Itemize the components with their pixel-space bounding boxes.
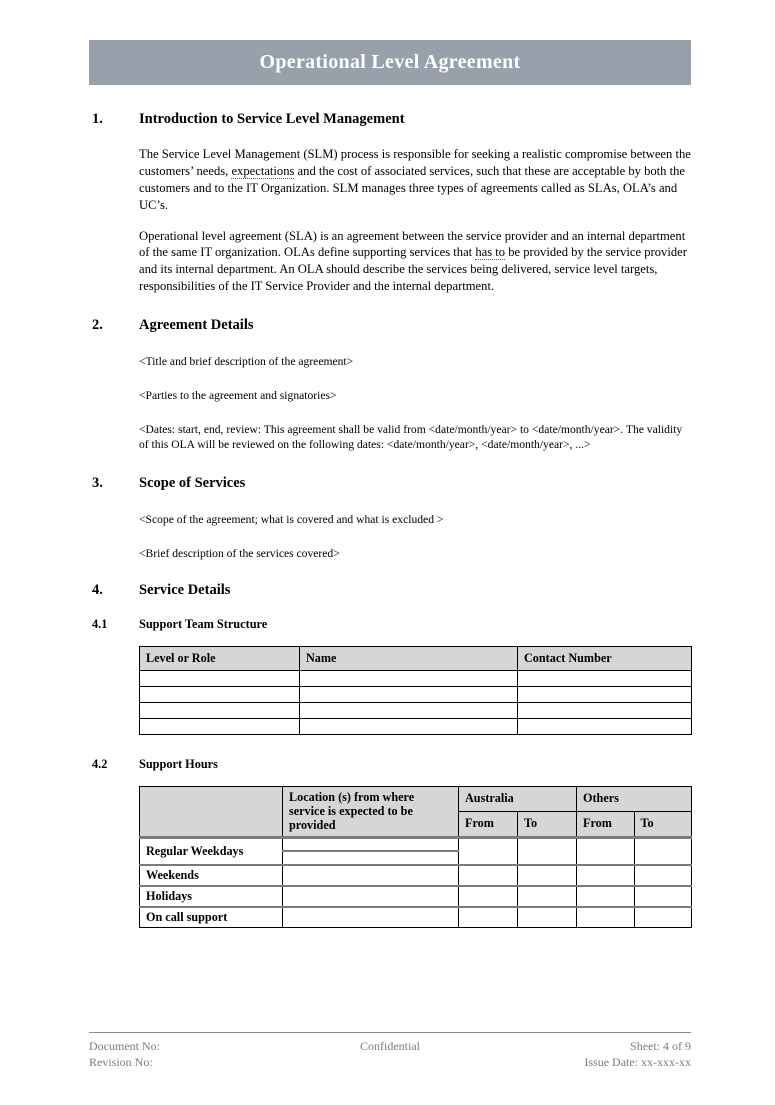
cell-name[interactable] (300, 702, 518, 718)
section-4-heading (89, 582, 691, 599)
table-row[interactable] (140, 718, 692, 734)
section-2-placeholder-parties: <Parties to the agreement and signatories> (139, 388, 337, 402)
cell-others-from-on-call-support[interactable] (577, 907, 635, 928)
cell-others-to-holidays[interactable] (634, 886, 692, 907)
section-2-placeholder-title: <Title and brief description of the agreement> (139, 355, 354, 368)
cell-others-to-regular-weekdays[interactable] (634, 837, 692, 865)
section-4-2-number: 4.2 (92, 756, 108, 771)
column-header-group-australia: Australia (459, 786, 577, 811)
section-3-heading (89, 475, 691, 492)
table-header-row-top (140, 786, 692, 811)
cell-level-or-role[interactable] (140, 686, 300, 702)
document-title: Operational Level Agreement (259, 51, 521, 73)
paragraph-2-part-a: Operational level agreement (SLA) is an agreement between the service provider and an internal department of the same IT organization. OLAs define supporting services that (139, 228, 686, 260)
cell-level-or-role[interactable] (140, 702, 300, 718)
cell-location-regular-weekdays-a[interactable] (283, 837, 459, 851)
cell-name[interactable] (300, 718, 518, 734)
section-1-title: Introduction to Service Level Management (139, 111, 405, 127)
cell-contact-number[interactable] (518, 686, 692, 702)
paragraph-1-part-b: and the cost of associated services, such that these are acceptable by both the customers and to the IT Organization. SLM manages three types of agreements called as SLAs, OLA’s and UC’s. (139, 163, 686, 212)
cell-location-holidays[interactable] (283, 886, 459, 907)
cell-location-weekends[interactable] (283, 865, 459, 886)
footer-confidential: Confidential (360, 1039, 420, 1053)
cell-level-or-role[interactable] (140, 718, 300, 734)
cell-location-regular-weekdays-b[interactable] (283, 851, 459, 865)
cell-australia-from-regular-weekdays[interactable] (459, 837, 518, 865)
section-4-1-heading (89, 617, 691, 632)
section-4-2-title: Support Hours (139, 756, 218, 771)
column-header-level-or-role: Level or Role (140, 646, 300, 670)
spellcheck-flagged-has-to: has to (475, 245, 506, 260)
section-1-heading (89, 111, 691, 128)
footer-spacer (290, 1054, 491, 1070)
cell-others-from-regular-weekdays[interactable] (577, 837, 635, 865)
cell-contact-number[interactable] (518, 702, 692, 718)
cell-others-to-on-call-support[interactable] (634, 907, 692, 928)
section-4-2-heading (89, 757, 691, 772)
footer-revision-no: Revision No: (89, 1055, 153, 1070)
table-row[interactable] (140, 702, 692, 718)
cell-others-to-weekends[interactable] (634, 865, 692, 886)
cell-australia-from-holidays[interactable] (459, 886, 518, 907)
column-header-australia-from: From (459, 811, 518, 837)
document-content (89, 40, 691, 928)
section-3-number: 3. (92, 475, 103, 492)
footer-divider (89, 1032, 691, 1033)
column-header-others-from: From (577, 811, 635, 837)
cell-others-from-holidays[interactable] (577, 886, 635, 907)
row-label-weekends: Weekends (140, 865, 283, 886)
column-header-others-to: To (634, 811, 692, 837)
footer-sheet-number: Sheet: 4 of 9 (630, 1039, 692, 1053)
section-4-1-title: Support Team Structure (139, 616, 268, 631)
section-3-placeholder-services: <Brief description of the services covered> (139, 546, 340, 560)
footer-row-top (89, 1038, 691, 1054)
section-4-title: Service Details (139, 581, 231, 598)
table-row-regular-weekdays-a[interactable] (140, 837, 692, 851)
table-row-holidays[interactable] (140, 886, 692, 907)
cell-australia-to-weekends[interactable] (518, 865, 577, 886)
section-3-placeholder-scope: <Scope of the agreement; what is covered and what is excluded > (139, 513, 444, 527)
cell-contact-number[interactable] (518, 718, 692, 734)
section-1-paragraph-2 (139, 228, 691, 296)
table-row[interactable] (140, 670, 692, 686)
paragraph-1-part-a: The Service Level Management (SLM) process is responsible for seeking a realistic compromise between the customers’ needs, (139, 147, 691, 178)
cell-level-or-role[interactable] (140, 670, 300, 686)
cell-australia-from-on-call-support[interactable] (459, 907, 518, 928)
cell-australia-to-regular-weekdays[interactable] (518, 837, 577, 865)
table-row[interactable] (140, 686, 692, 702)
section-1-number: 1. (92, 111, 103, 127)
row-label-holidays: Holidays (140, 886, 283, 907)
cell-name[interactable] (300, 670, 518, 686)
section-1-paragraph-1 (139, 146, 691, 214)
support-team-structure-table (139, 646, 692, 735)
section-2-placeholder-dates: <Dates: start, end, review: This agreement shall be valid from <date/month/year> to <date/month/year>. The validity of this OLA will be reviewed on the following dates: <date/month/year>, <date/month/year>, ...> (139, 422, 683, 452)
table-header-row (140, 646, 692, 670)
cell-australia-to-holidays[interactable] (518, 886, 577, 907)
cell-others-from-weekends[interactable] (577, 865, 635, 886)
footer-issue-date: Issue Date: xx-xxx-xx (584, 1055, 692, 1070)
section-2-title: Agreement Details (139, 317, 254, 333)
support-hours-table (139, 786, 692, 929)
spellcheck-flagged-expectations: expectations (231, 163, 295, 178)
column-header-australia-to: To (518, 811, 577, 837)
footer-row-bottom (89, 1054, 691, 1070)
column-header-group-others: Others (577, 786, 692, 811)
cell-contact-number[interactable] (518, 670, 692, 686)
row-label-regular-weekdays: Regular Weekdays (140, 837, 283, 865)
section-2-heading (89, 317, 691, 334)
column-header-location: Location (s) from where service is expected to be provided (283, 786, 459, 837)
title-banner (89, 40, 691, 85)
cell-location-on-call-support[interactable] (283, 907, 459, 928)
section-4-1-number: 4.1 (92, 616, 108, 631)
footer-document-no: Document No: (89, 1039, 160, 1053)
column-header-corner-blank (140, 786, 283, 837)
cell-australia-from-weekends[interactable] (459, 865, 518, 886)
column-header-contact-number: Contact Number (518, 646, 692, 670)
paragraph-2-part-b: be provided by the service provider and its internal department. An OLA should describe the services being delivered, service level targets, responsibilities of the IT Service Provider and the internal department. (139, 245, 687, 294)
cell-name[interactable] (300, 686, 518, 702)
cell-australia-to-on-call-support[interactable] (518, 907, 577, 928)
section-3-title: Scope of Services (139, 475, 246, 492)
table-row-weekends[interactable] (140, 865, 692, 886)
page-footer (89, 1032, 691, 1070)
column-header-name: Name (300, 646, 518, 670)
table-row-on-call-support[interactable] (140, 907, 692, 928)
section-2-number: 2. (92, 317, 103, 333)
section-4-number: 4. (92, 581, 103, 598)
row-label-on-call-support: On call support (140, 907, 283, 928)
